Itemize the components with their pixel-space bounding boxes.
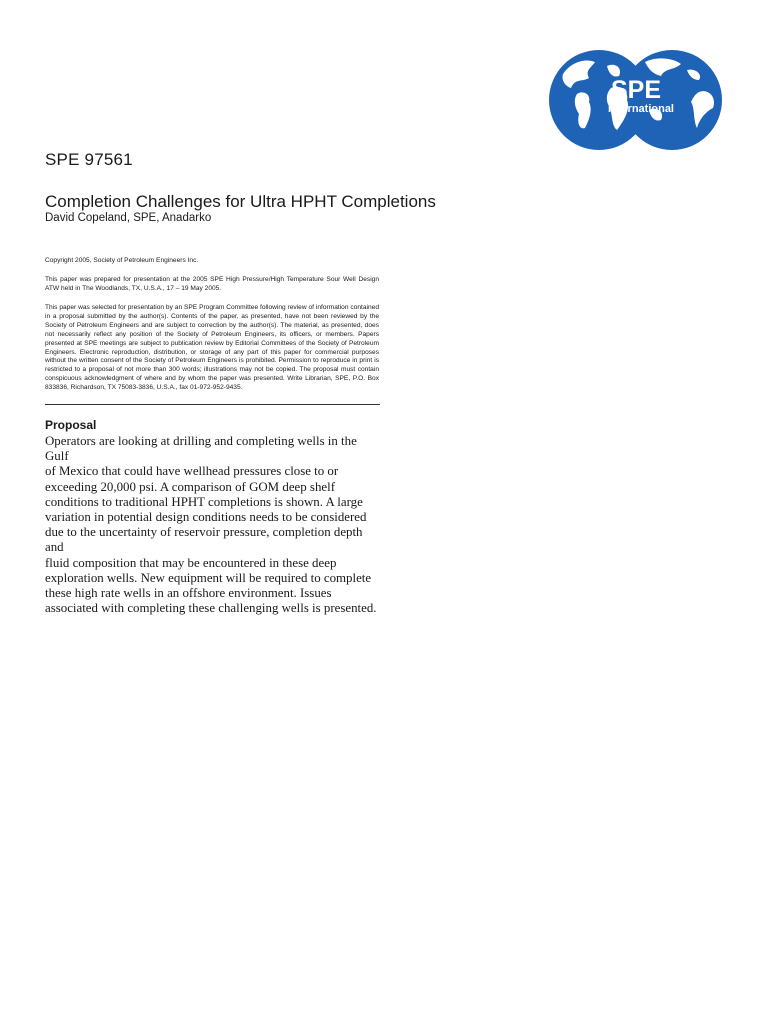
header-divider xyxy=(45,404,380,405)
spe-international-logo xyxy=(549,48,723,152)
logo-secondary-text: International xyxy=(607,103,675,115)
logo-primary-text: SPE xyxy=(610,76,662,104)
paper-number: SPE 97561 xyxy=(45,150,133,169)
proposal-body: Operators are looking at drilling and completing wells in the Gulf of Mexico that could have wellhead pressures close to or exceeding 20,000 psi. A comparison of GOM deep shelf conditions to traditional HPHT completions is shown. A large variation in potential design conditions needs to be considered due to the uncertainty of reservoir pressure, completion depth and fluid composition that may be encountered in these deep exploration wells. New equipment will be required to complete these high rate wells in an offshore environment. Issues associated with completing these challenging wells is presented. xyxy=(45,434,377,616)
paper-title: Completion Challenges for Ultra HPHT Completions xyxy=(45,192,436,211)
presentation-notice: This paper was prepared for presentation at the 2005 SPE High Pressure/High Temperature Sour Well Design ATW held in The Woodlands, TX, U.S.A., 17 – 19 May 2005. xyxy=(45,276,379,292)
paper-author: David Copeland, SPE, Anadarko xyxy=(45,212,212,224)
globe-icon xyxy=(549,48,723,152)
copyright-notice: Copyright 2005, Society of Petroleum Engineers Inc. xyxy=(45,257,199,264)
selection-notice: This paper was selected for presentation by an SPE Program Committee following review of information contained in a proposal submitted by the author(s). Contents of the paper, as presented, have not been reviewed by the Society of Petroleum Engineers and are subject to correction by the author(s). The material, as presented, does not necessarily reflect any position of the Society of Petroleum Engineers, its officers, or members. Papers presented at SPE meetings are subject to publication review by Editorial Committees of the Society of Petroleum Engineers. Electronic reproduction, distribution, or storage of any part of this paper for commercial purposes without the written consent of the Society of Petroleum Engineers is prohibited. Permission to reproduce in print is restricted to a proposal of not more than 300 words; illustrations may not be copied. The proposal must contain conspicuous acknowledgment of where and by whom the paper was presented. Write Librarian, SPE, P.O. Box 833836, Richardson, TX 75083-3836, U.S.A., fax 01-972-952-9435. xyxy=(45,304,379,392)
section-heading-proposal: Proposal xyxy=(45,418,97,432)
